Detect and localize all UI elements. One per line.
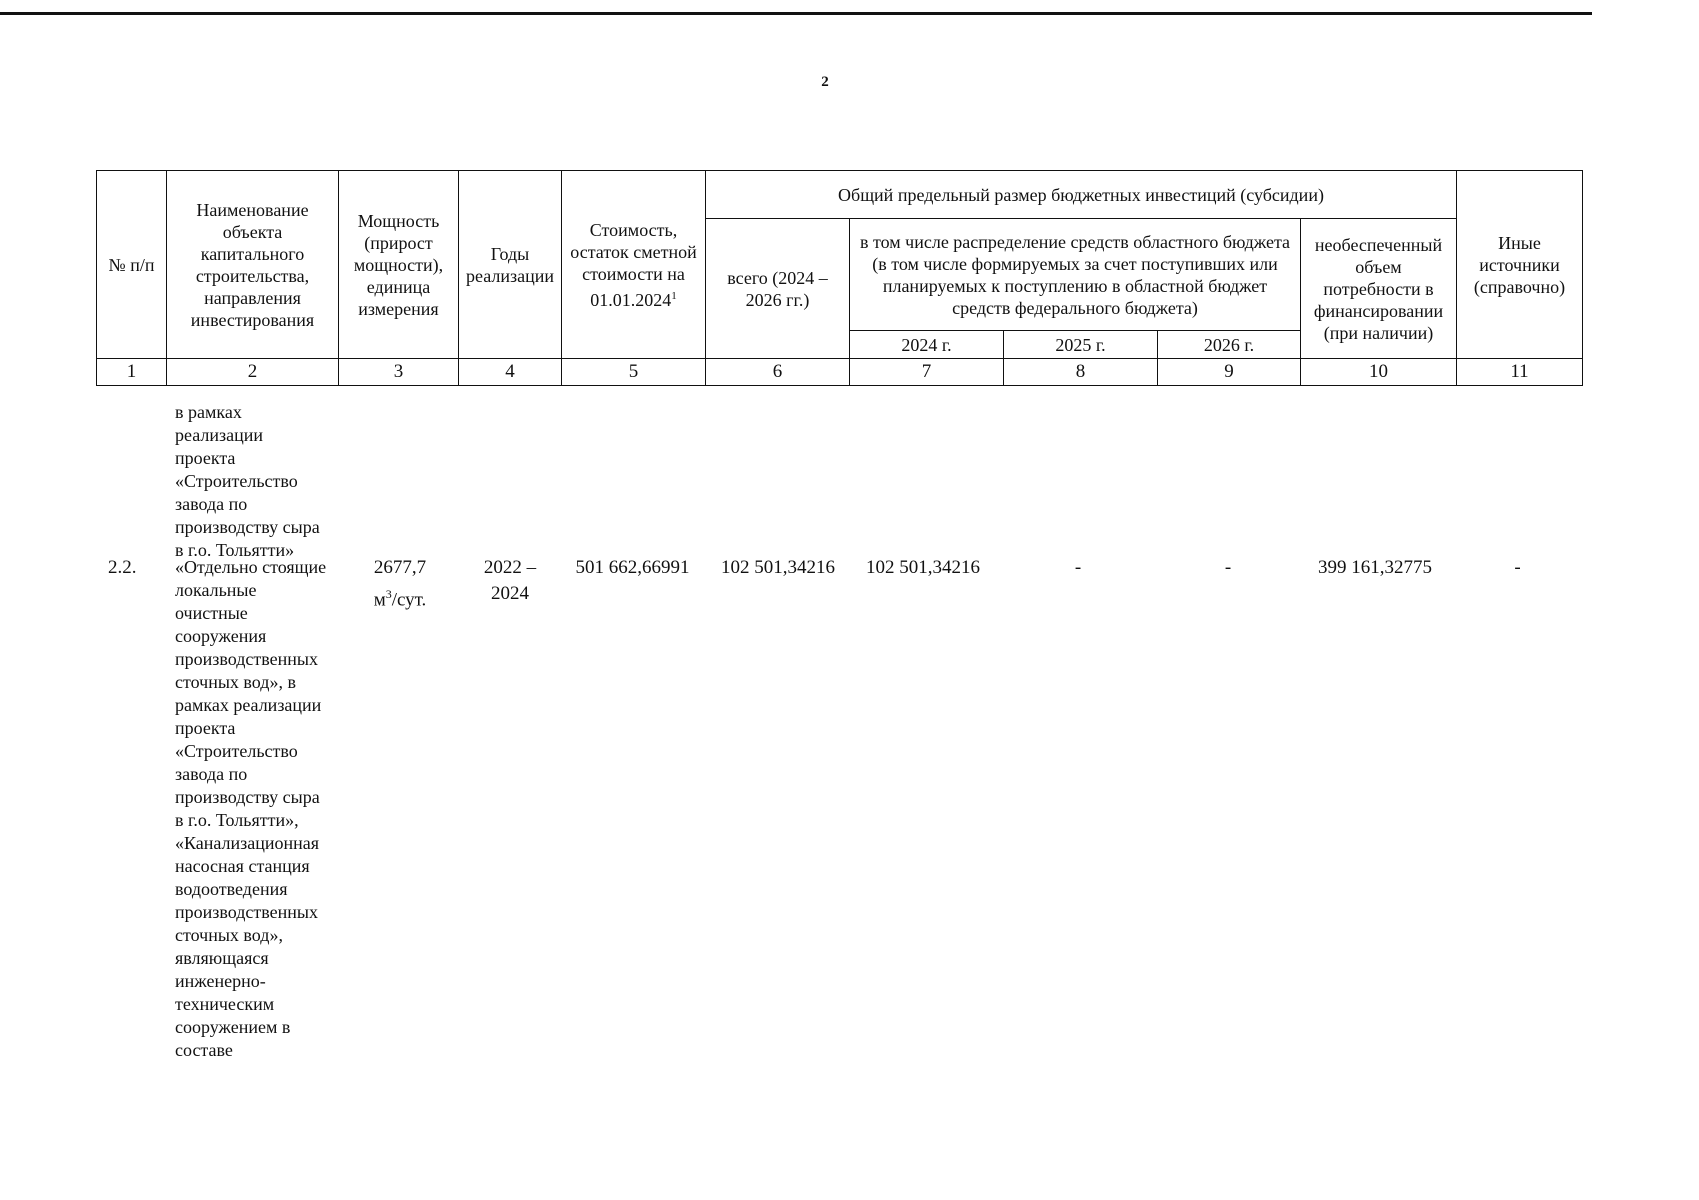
row-capacity-unit <box>345 581 455 613</box>
header-col-y2024: 2024 г. <box>850 331 1004 359</box>
column-number-10: 10 <box>1301 359 1457 386</box>
row-y2026: - <box>1224 557 1232 578</box>
header-col-name: Наименование объекта капитального строительства, направления инвестирования <box>167 171 339 359</box>
header-col-y2025: 2025 г. <box>1004 331 1158 359</box>
header-col-cost-text: Стоимость, остаток сметной стоимости на 01.01.2024 <box>570 219 697 310</box>
row-unfunded: 399 161,32775 <box>1318 557 1432 578</box>
header-col-years: Годы реализации <box>459 171 562 359</box>
row-capacity-unit-sup: 3 <box>385 587 392 601</box>
row-number: 2.2. <box>108 557 137 578</box>
column-number-3: 3 <box>339 359 459 386</box>
column-number-11: 11 <box>1457 359 1583 386</box>
header-col-unfunded: необеспеченный объем потребности в финансировании (при наличии) <box>1301 219 1457 359</box>
row-other: - <box>1514 557 1521 578</box>
budget-table-header <box>96 170 1583 386</box>
column-number-6: 6 <box>706 359 850 386</box>
row-capacity <box>345 555 455 613</box>
row-y2024: 102 501,34216 <box>866 557 980 578</box>
header-col-total: всего (2024 – 2026 гг.) <box>706 219 850 359</box>
row-years <box>460 555 560 607</box>
header-col-capacity: Мощность (прирост мощности), единица измерения <box>339 171 459 359</box>
column-number-2: 2 <box>167 359 339 386</box>
row-y2025: - <box>1074 557 1082 578</box>
column-number-7: 7 <box>850 359 1004 386</box>
column-number-1: 1 <box>97 359 167 386</box>
row-years-start: 2022 – <box>483 557 537 578</box>
row-capacity-unit-prefix: м <box>373 589 386 611</box>
header-col-cost <box>562 171 706 359</box>
header-col-regional: в том числе распределение средств областного бюджета (в том числе формируемых за счет поступивших или планируемых к поступлению в областной бюджет средств федерального бюджета) <box>850 219 1301 331</box>
header-col-y2026: 2026 г. <box>1158 331 1301 359</box>
header-col-other: Иные источники (справочно) <box>1457 171 1583 359</box>
header-col-cost-footnote: 1 <box>671 289 677 302</box>
row-years-end: 2024 <box>491 583 529 604</box>
header-col-no: № п/п <box>97 171 167 359</box>
row-capacity-unit-suffix: /сут. <box>391 589 427 611</box>
column-number-4: 4 <box>459 359 562 386</box>
row-object-name: «Отдельно стоящие локальные очистные сооружения производственных сточных вод», в рамках реализации проекта «Строительство завода по производству сыра в г.о. Тольятти», «Канализационная насосная станция водоотведения производственных сточных вод», являющаяся инженерно-техническим сооружением в составе <box>175 557 327 1060</box>
row-cost: 501 662,66991 <box>575 557 690 578</box>
top-rule <box>0 12 1592 15</box>
page-number: 2 <box>821 74 829 90</box>
row-capacity-value: 2677,7 <box>373 557 427 578</box>
row-total: 102 501,34216 <box>721 557 835 578</box>
column-number-8: 8 <box>1004 359 1158 386</box>
continuation-text: в рамках реализации проекта «Строительство завода по производству сыра в г.о. Тольятти» <box>175 402 320 560</box>
column-number-9: 9 <box>1158 359 1301 386</box>
column-number-5: 5 <box>562 359 706 386</box>
header-group-budget-investments: Общий предельный размер бюджетных инвестиций (субсидии) <box>706 171 1457 219</box>
